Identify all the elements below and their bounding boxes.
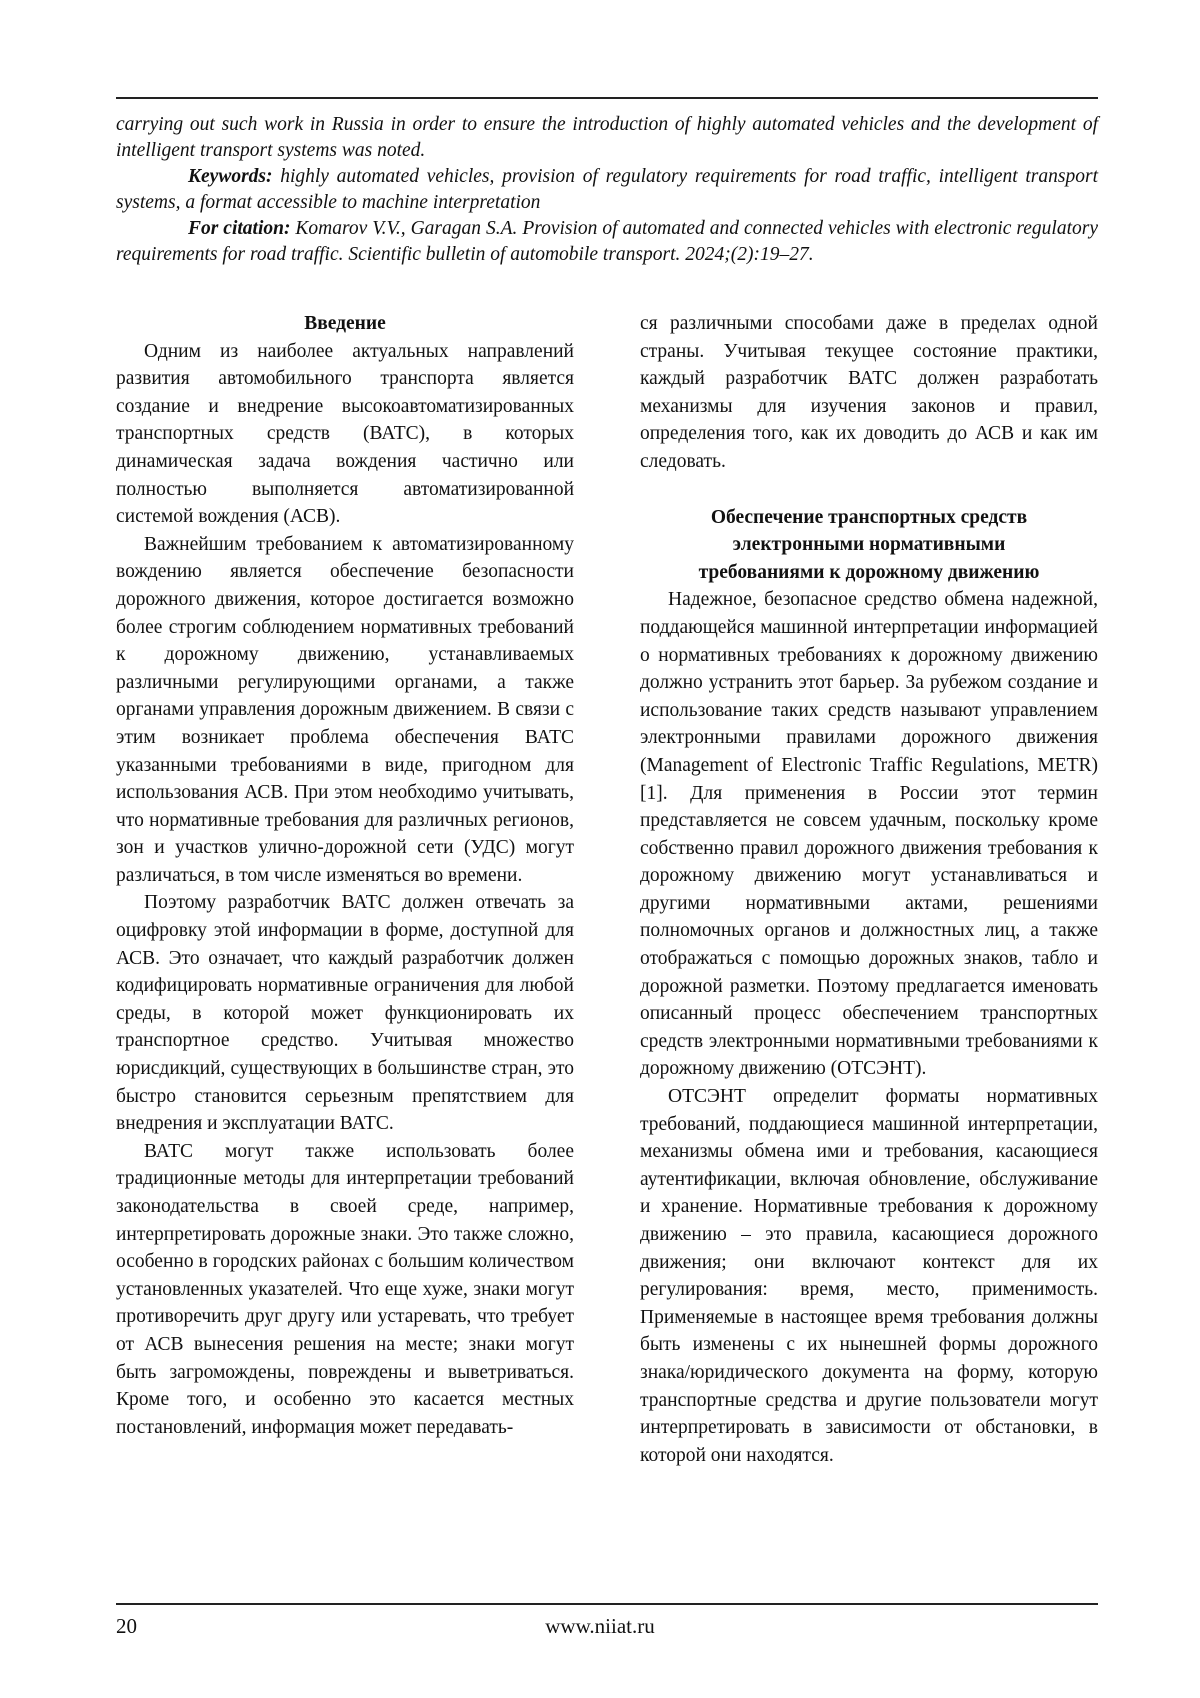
citation-label: For citation: <box>188 218 291 239</box>
page-number: 20 <box>116 1614 137 1638</box>
keywords-text: highly automated vehicles, provision of regulatory requirements for road traffic, intelligent transport systems, a format accessible to machine interpretation <box>116 166 1098 213</box>
paragraph: ВАТС могут также использовать более традиционные методы для интерпретации требований законодательства в своей среде, например, интерпретировать дорожные знаки. Это также сложно, особенно в городских районах с большим количеством установленных указателей. Что еще хуже, знаки могут противоречить друг другу или устаревать, что требует от АСВ вынесения решения на месте; знаки могут быть загромождены, повреждены и выветриваться. Кроме того, и особенно это касается местных постановлений, информация может передавать- <box>116 1140 574 1438</box>
abstract-tail: carrying out such work in Russia in order to ensure the introduction of highly automated vehicles and the development of intelligent transport systems was noted. <box>116 114 1098 161</box>
keywords-label: Keywords: <box>188 166 273 187</box>
right-column <box>640 310 1098 1469</box>
left-column <box>116 310 574 1441</box>
footer-rule <box>116 1603 1098 1605</box>
english-abstract <box>116 112 1098 268</box>
section-heading-introduction: Введение <box>304 313 386 334</box>
heading-line: требованиями к дорожному движению <box>698 561 1040 583</box>
paragraph: Одним из наиболее актуальных направлений развития автомобильного транспорта является создание и внедрение высокоавтоматизированных транспортных средств (ВАТС), в которых динамическая задача вождения частично или полностью выполняется автоматизированной системой вождения (АСВ). <box>116 340 574 528</box>
paragraph: ОТСЭНТ определит форматы нормативных требований, поддающиеся машинной интерпретации, механизмы обмена ими и требования, касающиеся аутентификации, включая обновление, обслуживание и хранение. Нормативные требования к дорожному движению – это правила, касающиеся дорожного движения; они включают контекст для их регулирования: время, место, применимость. Применяемые в настоящее время требования должны быть изменены с их нынешней формы дорожного знака/юридического документа на форму, которую транспортные средства и другие пользователи могут интерпретировать в зависимости от обстановки, в которой они находятся. <box>640 1086 1098 1466</box>
header-rule <box>116 97 1098 99</box>
paragraph: Поэтому разработчик ВАТС должен отвечать за оцифровку этой информации в форме, доступной для АСВ. Это означает, что каждый разработчик должен кодифицировать нормативные ограничения для любой среды, в которой может функционировать их транспортное средство. Учитывая множество юрисдикций, существующих в большинстве стран, это быстро становится серьезным препятствием для внедрения и эксплуатации ВАТС. <box>116 892 574 1135</box>
website-link[interactable]: www.niiat.ru <box>545 1614 655 1638</box>
section-heading-provision <box>640 504 1098 587</box>
paragraph-continuation: ся различными способами даже в пределах одной страны. Учитывая текущее состояние практики, каждый разработчик ВАТС должен разработать механизмы для изучения законов и правил, определения того, как их доводить до АСВ и как им следовать. <box>640 313 1098 472</box>
citation <box>116 216 1098 268</box>
paragraph: Надежное, безопасное средство обмена надежной, поддающейся машинной интерпретации информацией о нормативных требованиях к дорожному движению должно устранить этот барьер. За рубежом создание и использование таких средств называют управлением электронными правилами дорожного движения (Management of Electronic Traffic Regulations, METR) [1]. Для применения в России этот термин представляется не совсем удачным, поскольку кроме собственно правил дорожного движения требования к дорожному движению могут устанавливаться и другими нормативными актами, решениями полномочных органов и должностных лиц, а также отображаться с помощью дорожных знаков, табло и дорожной разметки. Поэтому предлагается именовать описанный процесс обеспечением транспортных средств электронными нормативными требованиями к дорожному движению (ОТСЭНТ). <box>640 589 1098 1080</box>
heading-line: Обеспечение транспортных средств <box>710 506 1028 528</box>
heading-line: электронными нормативными <box>732 534 1006 556</box>
paragraph: Важнейшим требованием к автоматизированному вождению является обеспечение безопасности дорожного движения, которое достигается возможно более строгим соблюдением нормативных требований к дорожному движению, устанавливаемых различными регулирующими органами, а также органами управления дорожным движением. В связи с этим возникает проблема обеспечения ВАТС указанными требованиями в виде, пригодном для использования АСВ. При этом необходимо учитывать, что нормативные требования для различных регионов, зон и участков улично-дорожной сети (УДС) могут различаться, в том числе изменяться во времени. <box>116 533 574 886</box>
keywords <box>116 164 1098 216</box>
citation-text: Komarov V.V., Garagan S.A. Provision of automated and connected vehicles with electronic regulatory requirements for road traffic. Scientific bulletin of automobile transport. 2024;(2):19–27. <box>116 218 1099 265</box>
